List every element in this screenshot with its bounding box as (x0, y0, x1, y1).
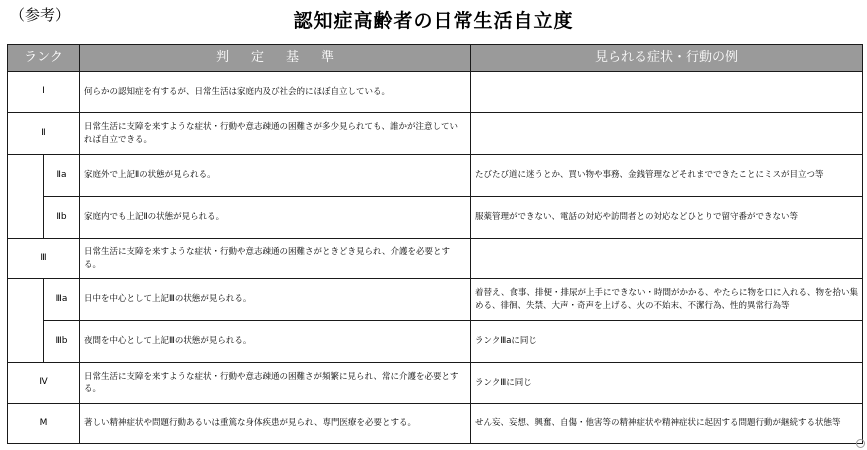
table-row (8, 155, 863, 197)
examples-cell: ランクⅢaに同じ (471, 321, 863, 363)
rank-cell: Ⅲ (8, 239, 80, 279)
table-row (8, 404, 863, 444)
group-spacer (8, 321, 44, 363)
header-criteria: 判定基準 (80, 45, 471, 72)
header-row (8, 45, 863, 72)
criteria-cell: 夜間を中心として上記Ⅲの状態が見られる。 (80, 321, 471, 363)
examples-cell (471, 72, 863, 113)
examples-cell: 服薬管理ができない、電話の対応や訪問者との対応などひとりで留守番ができない等 (471, 197, 863, 239)
criteria-cell: 著しい精神症状や問題行動あるいは重篤な身体疾患が見られ、専門医療を必要とする。 (80, 404, 471, 444)
corner-mark (856, 439, 865, 448)
criteria-cell: 日常生活に支障を来すような症状・行動や意志疎通の困難さが多少見られても、誰かが注意していれば自立できる。 (80, 113, 471, 155)
rank-cell: M (8, 404, 80, 444)
rank-cell: Ⅳ (8, 363, 80, 404)
reference-label: （参考） (10, 6, 71, 24)
rank-cell: Ⅱ (8, 113, 80, 155)
table-row (8, 197, 863, 239)
criteria-cell: 日常生活に支障を来すような症状・行動や意志疎通の困難さがときどき見られ、介護を必要とする。 (80, 239, 471, 279)
criteria-cell: 日常生活に支障を来すような症状・行動や意志疎通の困難さが頻繁に見られ、常に介護を必要とする。 (80, 363, 471, 404)
table-row (8, 321, 863, 363)
independence-level-table (7, 44, 863, 444)
subrank-cell: Ⅱb (44, 197, 80, 239)
document-title: 認知症高齢者の日常生活自立度 (293, 10, 574, 32)
criteria-cell: 家庭外で上記Ⅱの状態が見られる。 (80, 155, 471, 197)
header-examples: 見られる症状・行動の例 (471, 45, 863, 72)
examples-cell: たびたび道に迷うとか、買い物や事務、金銭管理などそれまでできたことにミスが目立つ等 (471, 155, 863, 197)
group-spacer (8, 155, 44, 197)
examples-cell: 着替え、食事、排便・排尿が上手にできない・時間がかかる、やたらに物を口に入れる、物を拾い集める、徘徊、失禁、大声・奇声を上げる、火の不始末、不潔行為、性的異常行為等 (471, 279, 863, 321)
examples-cell (471, 239, 863, 279)
table-row (8, 239, 863, 279)
table-row (8, 72, 863, 113)
examples-cell: せん妄、妄想、興奮、自傷・他害等の精神症状や精神症状に起因する問題行動が継続する状態等 (471, 404, 863, 444)
table-row (8, 363, 863, 404)
criteria-cell: 日中を中心として上記Ⅲの状態が見られる。 (80, 279, 471, 321)
rank-cell: Ⅰ (8, 72, 80, 113)
criteria-cell: 何らかの認知症を有するが、日常生活は家庭内及び社会的にほぼ自立している。 (80, 72, 471, 113)
header-rank: ランク (8, 45, 80, 72)
table-row (8, 279, 863, 321)
table-row (8, 113, 863, 155)
subrank-cell: Ⅱa (44, 155, 80, 197)
subrank-cell: Ⅲa (44, 279, 80, 321)
examples-cell: ランクⅢに同じ (471, 363, 863, 404)
subrank-cell: Ⅲb (44, 321, 80, 363)
criteria-cell: 家庭内でも上記Ⅱの状態が見られる。 (80, 197, 471, 239)
examples-cell (471, 113, 863, 155)
group-spacer (8, 279, 44, 321)
group-spacer (8, 197, 44, 239)
